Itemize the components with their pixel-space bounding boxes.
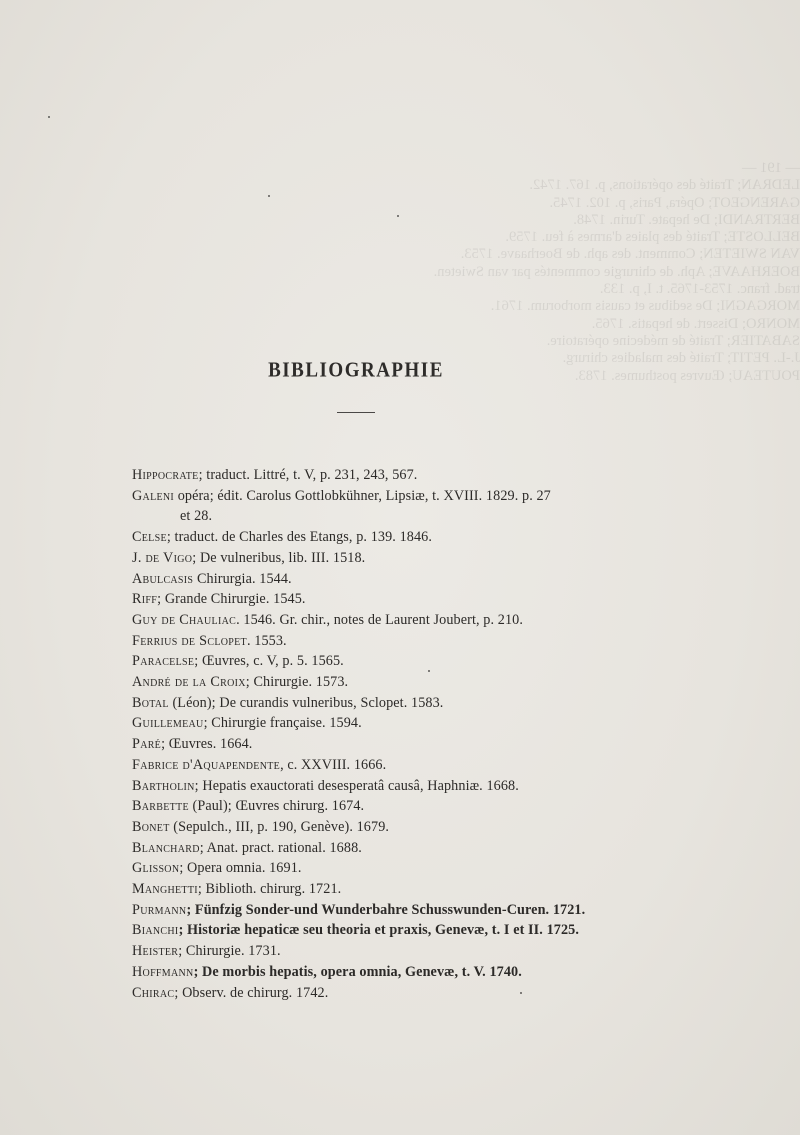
show-through-line: BOERHAAVE; Aph. de chirurgie commentés par van Swieten. bbox=[433, 263, 800, 280]
entry-author: Hippocrate bbox=[132, 467, 199, 483]
bibliography-entry bbox=[132, 838, 772, 859]
entry-details: . 1546. Gr. chir., notes de Laurent Joubert, p. 210. bbox=[236, 611, 524, 628]
entry-details: ; Chirurgie française. 1594. bbox=[203, 715, 362, 732]
entry-details: (Sepulch., III, p. 190, Genève). 1679. bbox=[169, 818, 390, 835]
entry-author: Bonet bbox=[132, 818, 170, 835]
bibliography-entry bbox=[132, 631, 772, 652]
entry-details: ; Œuvres. 1664. bbox=[161, 736, 253, 753]
show-through-line: LEDRAN; Traité des opérations, p. 167. 1742. bbox=[529, 177, 800, 194]
show-through-line: POUTEAU; Œuvres posthumes. 1783. bbox=[574, 367, 800, 384]
bibliography-entry bbox=[132, 983, 772, 1004]
entry-author: Botal bbox=[132, 694, 169, 711]
show-through-line: trad. franc. 1753-1765. t. I, p. 133. bbox=[599, 281, 800, 298]
entry-author: Guy de Chauliac bbox=[132, 611, 237, 628]
bibliography-entry bbox=[132, 962, 772, 983]
bibliography-entry bbox=[132, 713, 772, 734]
entry-details: ; Opera omnia. 1691. bbox=[179, 860, 302, 877]
bibliography-entry bbox=[132, 672, 772, 693]
entry-author: J. de Vigo bbox=[132, 549, 193, 566]
bibliography-entry bbox=[132, 486, 772, 527]
entry-author: Fabrice d'Aquapendente bbox=[132, 756, 281, 773]
entry-author: Paracelse bbox=[132, 653, 195, 670]
entry-author: Bianchi bbox=[132, 922, 179, 939]
entry-author: Manghetti bbox=[132, 881, 198, 898]
bibliography-entry bbox=[132, 527, 772, 548]
entry-details: Chirurgia. 1544. bbox=[193, 570, 292, 587]
show-through-line: MORGAGNI; De sedibus et causis morborum. 1761. bbox=[490, 298, 800, 315]
bibliography-entry bbox=[132, 879, 772, 900]
entry-details: opéra; édit. Carolus Gottlobkühner, Lipsiæ, t. XVIII. 1829. p. 27 bbox=[174, 487, 551, 504]
page-title: BIBLIOGRAPHIE bbox=[268, 358, 444, 382]
show-through-line: — 191 — bbox=[742, 160, 800, 176]
bibliography-list bbox=[132, 465, 772, 1003]
entry-details: (Léon); De curandis vulneribus, Sclopet. 1583. bbox=[168, 694, 444, 711]
entry-details: ; traduct. de Charles des Etangs, p. 139. 1846. bbox=[166, 529, 433, 546]
entry-details: ; Historiæ hepaticæ seu theoria et praxis, Genevæ, t. I et II. 1725. bbox=[178, 922, 580, 939]
entry-details: ; Grande Chirurgie. 1545. bbox=[157, 591, 306, 608]
entry-details: ; Anat. pract. rational. 1688. bbox=[199, 839, 362, 856]
bibliography-entry bbox=[132, 651, 772, 672]
entry-author: Purmann bbox=[132, 901, 187, 918]
entry-author: André de la Croix bbox=[132, 674, 246, 691]
paper-speck bbox=[520, 992, 522, 994]
entry-details: ; De morbis hepatis, opera omnia, Genevæ, t. V. 1740. bbox=[193, 963, 522, 980]
entry-author: Ferrius de Sclopet bbox=[132, 632, 247, 649]
bibliography-entry bbox=[132, 941, 772, 962]
paper-speck bbox=[48, 116, 50, 118]
entry-details: ; Chirurgie. 1573. bbox=[245, 674, 349, 691]
show-through-line: J.-L. PETIT; Traité des maladies chirurg. bbox=[562, 350, 800, 367]
entry-details: ; Observ. de chirurg. 1742. bbox=[174, 984, 329, 1001]
title-divider bbox=[337, 412, 375, 413]
entry-author: Bartholin bbox=[132, 777, 195, 794]
entry-author: Barbette bbox=[132, 798, 189, 815]
entry-author: Blanchard bbox=[132, 839, 200, 856]
entry-details: ; traduct. Littré, t. V, p. 231, 243, 567. bbox=[198, 467, 418, 483]
bibliography-entry bbox=[132, 734, 772, 755]
paper-speck bbox=[268, 195, 270, 197]
entry-author: Celse bbox=[132, 529, 167, 546]
entry-details: ; Fünfzig Sonder-und Wunderbahre Schusswunden-Curen. 1721. bbox=[186, 901, 586, 918]
entry-details: ; De vulneribus, lib. III. 1518. bbox=[192, 549, 366, 566]
show-through-line: BELLOSTE; Traité des plaies d'armes à feu. 1759. bbox=[505, 229, 800, 246]
entry-details: . 1553. bbox=[246, 632, 287, 649]
show-through-line: MONRO; Dissert. de hepatis. 1765. bbox=[591, 315, 800, 332]
bibliography-entry bbox=[132, 610, 772, 631]
paper-speck bbox=[397, 215, 399, 217]
bibliography-entry bbox=[132, 548, 772, 569]
show-through-line: VAN SWIETEN; Comment. des aph. de Boerhaave. 1753. bbox=[460, 246, 800, 263]
show-through-line: SABATIER; Traité de médecine opératoire. bbox=[546, 332, 800, 349]
bibliography-entry bbox=[132, 755, 772, 776]
entry-author: Chirac bbox=[132, 984, 175, 1001]
show-through-line: BERTRANDI; De hepate. Turin. 1748. bbox=[573, 211, 800, 228]
bibliography-entry bbox=[132, 693, 772, 714]
entry-author: Galeni bbox=[132, 487, 175, 504]
entry-author: Abulcasis bbox=[132, 570, 194, 587]
entry-author: Guillemeau bbox=[132, 715, 204, 732]
entry-details: (Paul); Œuvres chirurg. 1674. bbox=[188, 798, 365, 815]
bibliography-entry bbox=[132, 920, 772, 941]
entry-author: Hoffmann bbox=[132, 963, 194, 980]
bibliography-entry bbox=[132, 776, 772, 797]
bibliography-entry bbox=[132, 817, 772, 838]
entry-details: ; Œuvres, c. V, p. 5. 1565. bbox=[194, 653, 344, 670]
paper-speck bbox=[428, 670, 430, 672]
bibliography-entry bbox=[132, 900, 772, 921]
entry-continuation: et 28. bbox=[180, 508, 213, 525]
entry-details: ; Chirurgie. 1731. bbox=[178, 943, 281, 960]
bibliography-entry bbox=[132, 796, 772, 817]
bibliography-entry bbox=[132, 569, 772, 590]
bibliography-entry bbox=[132, 465, 772, 486]
entry-author: Glisson bbox=[132, 860, 180, 877]
entry-details: , c. XXVIII. 1666. bbox=[280, 756, 387, 773]
bibliography-entry bbox=[132, 858, 772, 879]
entry-author: Paré bbox=[132, 736, 162, 753]
entry-details: ; Biblioth. chirurg. 1721. bbox=[197, 881, 342, 898]
show-through-line: GARENGEOT; Opéra, Paris, p. 102. 1745. bbox=[549, 194, 800, 211]
entry-author: Heister bbox=[132, 943, 179, 960]
bibliography-entry bbox=[132, 589, 772, 610]
entry-details: ; Hepatis exauctorati desesperatâ causâ, Haphniæ. 1668. bbox=[194, 777, 519, 794]
entry-author: Riff bbox=[132, 591, 158, 608]
